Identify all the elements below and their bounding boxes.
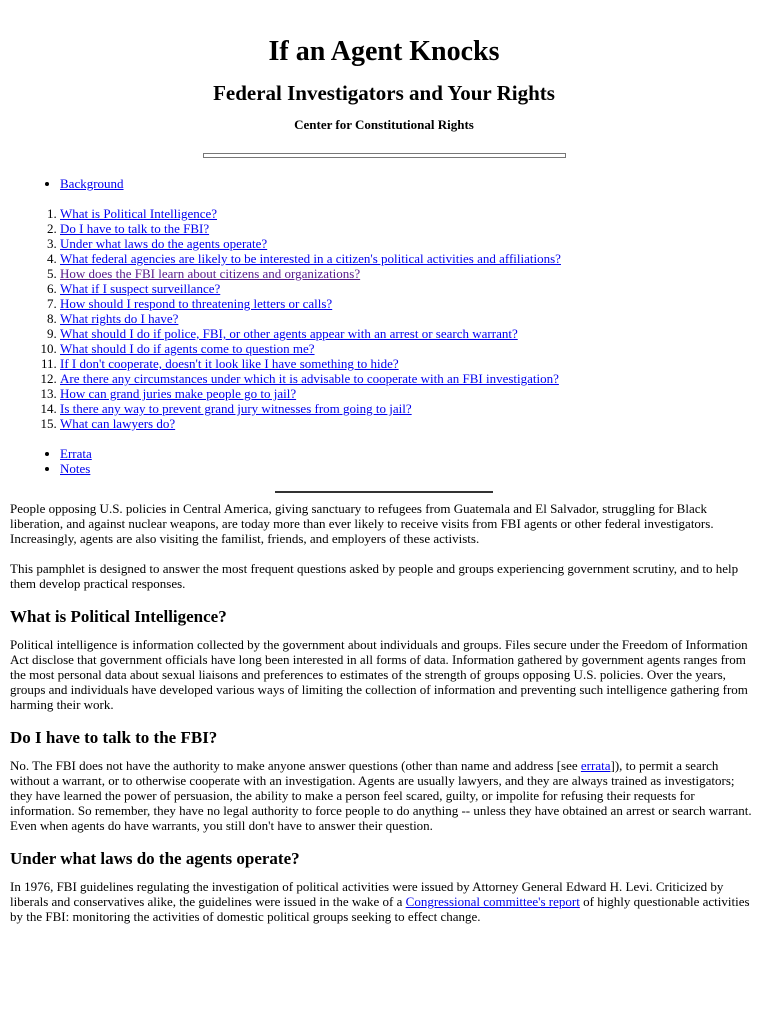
toc-item: [60, 401, 758, 416]
toc-link-7[interactable]: How should I respond to threatening letters or calls?: [60, 296, 333, 311]
body-text: ]), to permit a search without a warrant, or to otherwise cooperate with an investigation. Agents are usually lawyers, and they are always trained as investigators; they have learned the power of persuasion, the ability to make a person feel scared, guilty, or impolite for refusing their requests for information. So remember, they have no legal authority to force people to do anything -- unless they have obtained an arrest or search warrant. Even when agents do have warrants, you still don't have to answer their question.: [10, 758, 752, 833]
toc-link-9[interactable]: What should I do if police, FBI, or other agents appear with an arrest or search warrant?: [60, 326, 518, 341]
body-text: In 1976, FBI guidelines regulating the investigation of political activities were issued by Attorney General Edward H. Levi. Criticized by liberals and conservatives alike, the guidelines were issued in the wake of a: [10, 879, 724, 909]
notes-link[interactable]: Notes: [60, 461, 91, 476]
body-text: of highly questionable activities by the FBI: monitoring the activities of domestic political groups seeking to effect change.: [10, 894, 750, 924]
toc-link-13[interactable]: How can grand juries make people go to jail?: [60, 386, 297, 401]
toc-item: [60, 206, 758, 221]
errata-link[interactable]: Errata: [60, 446, 92, 461]
body-text: No. The FBI does not have the authority to make anyone answer questions (other than name and address [see: [10, 758, 581, 773]
toc-link-1[interactable]: What is Political Intelligence?: [60, 206, 218, 221]
toc-link-3[interactable]: Under what laws do the agents operate?: [60, 236, 268, 251]
section-body-talk-to-fbi: [10, 758, 758, 833]
bottom-bullet-list: [10, 446, 758, 476]
toc-link-6[interactable]: What if I suspect surveillance?: [60, 281, 221, 296]
intro-paragraph-1: People opposing U.S. policies in Central America, giving sanctuary to refugees from Guatemala and El Salvador, struggling for Black liberation, and against nuclear weapons, are today more than ever likely to receive visits from FBI agents or other federal investigators. Increasingly, agents are also visiting the familist, friends, and employers of these activists.: [10, 501, 714, 546]
section-body-laws: [10, 879, 758, 924]
top-bullet-list: [10, 176, 758, 191]
toc-item: [60, 341, 758, 356]
toc-item: [60, 281, 758, 296]
toc-link-12[interactable]: Are there any circumstances under which it is advisable to cooperate with an FBI investigation?: [60, 371, 559, 386]
background-link[interactable]: Background: [60, 176, 124, 191]
toc-item: [60, 326, 758, 341]
toc-item: [60, 371, 758, 386]
list-item: [60, 461, 758, 476]
section-divider: [275, 491, 493, 493]
toc-link-11[interactable]: If I don't cooperate, doesn't it look like I have something to hide?: [60, 356, 399, 371]
table-of-contents: [10, 206, 758, 431]
toc-item: [60, 311, 758, 326]
page-title: If an Agent Knocks: [268, 36, 500, 67]
toc-link-8[interactable]: What rights do I have?: [60, 311, 179, 326]
toc-link-14[interactable]: Is there any way to prevent grand jury witnesses from going to jail?: [60, 401, 412, 416]
toc-item: [60, 296, 758, 311]
intro-paragraph-2: This pamphlet is designed to answer the most frequent questions asked by people and groups experiencing government scrutiny, and to help them develop practical responses.: [10, 561, 739, 591]
toc-item: [60, 251, 758, 266]
section-body-political-intelligence: Political intelligence is information collected by the government about individuals and groups. Files secure under the Freedom of Information Act disclose that government officials have long been interested in all forms of data. Information gathered by government agents ranges from the most personal data about sexual liaisons and preferences to estimates of the strength of groups opposing U.S. policies. Over the years, groups and individuals have developed various ways of limiting the collection of information and preventing such intelligence gathering from harming their work.: [10, 637, 748, 712]
list-item: [60, 446, 758, 461]
toc-item: [60, 221, 758, 236]
errata-inline-link[interactable]: errata: [580, 758, 611, 773]
toc-link-2[interactable]: Do I have to talk to the FBI?: [60, 221, 210, 236]
toc-item: [60, 416, 758, 431]
toc-item: [60, 236, 758, 251]
toc-item: [60, 386, 758, 401]
section-heading-talk-to-fbi: Do I have to talk to the FBI?: [10, 728, 218, 747]
toc-item: [60, 266, 758, 281]
section-heading-laws: Under what laws do the agents operate?: [10, 849, 300, 868]
toc-link-4[interactable]: What federal agencies are likely to be interested in a citizen's political activities and affiliations?: [60, 251, 561, 266]
toc-link-5[interactable]: How does the FBI learn about citizens and organizations?: [60, 266, 361, 281]
section-heading-political-intelligence: What is Political Intelligence?: [10, 607, 227, 626]
list-item: [60, 176, 758, 191]
congressional-report-link[interactable]: Congressional committee's report: [405, 894, 580, 909]
toc-link-15[interactable]: What can lawyers do?: [60, 416, 176, 431]
header-divider: [203, 153, 566, 158]
toc-item: [60, 356, 758, 371]
page-subtitle: Federal Investigators and Your Rights: [213, 81, 555, 105]
toc-link-10[interactable]: What should I do if agents come to question me?: [60, 341, 315, 356]
organization-name: Center for Constitutional Rights: [294, 117, 474, 132]
